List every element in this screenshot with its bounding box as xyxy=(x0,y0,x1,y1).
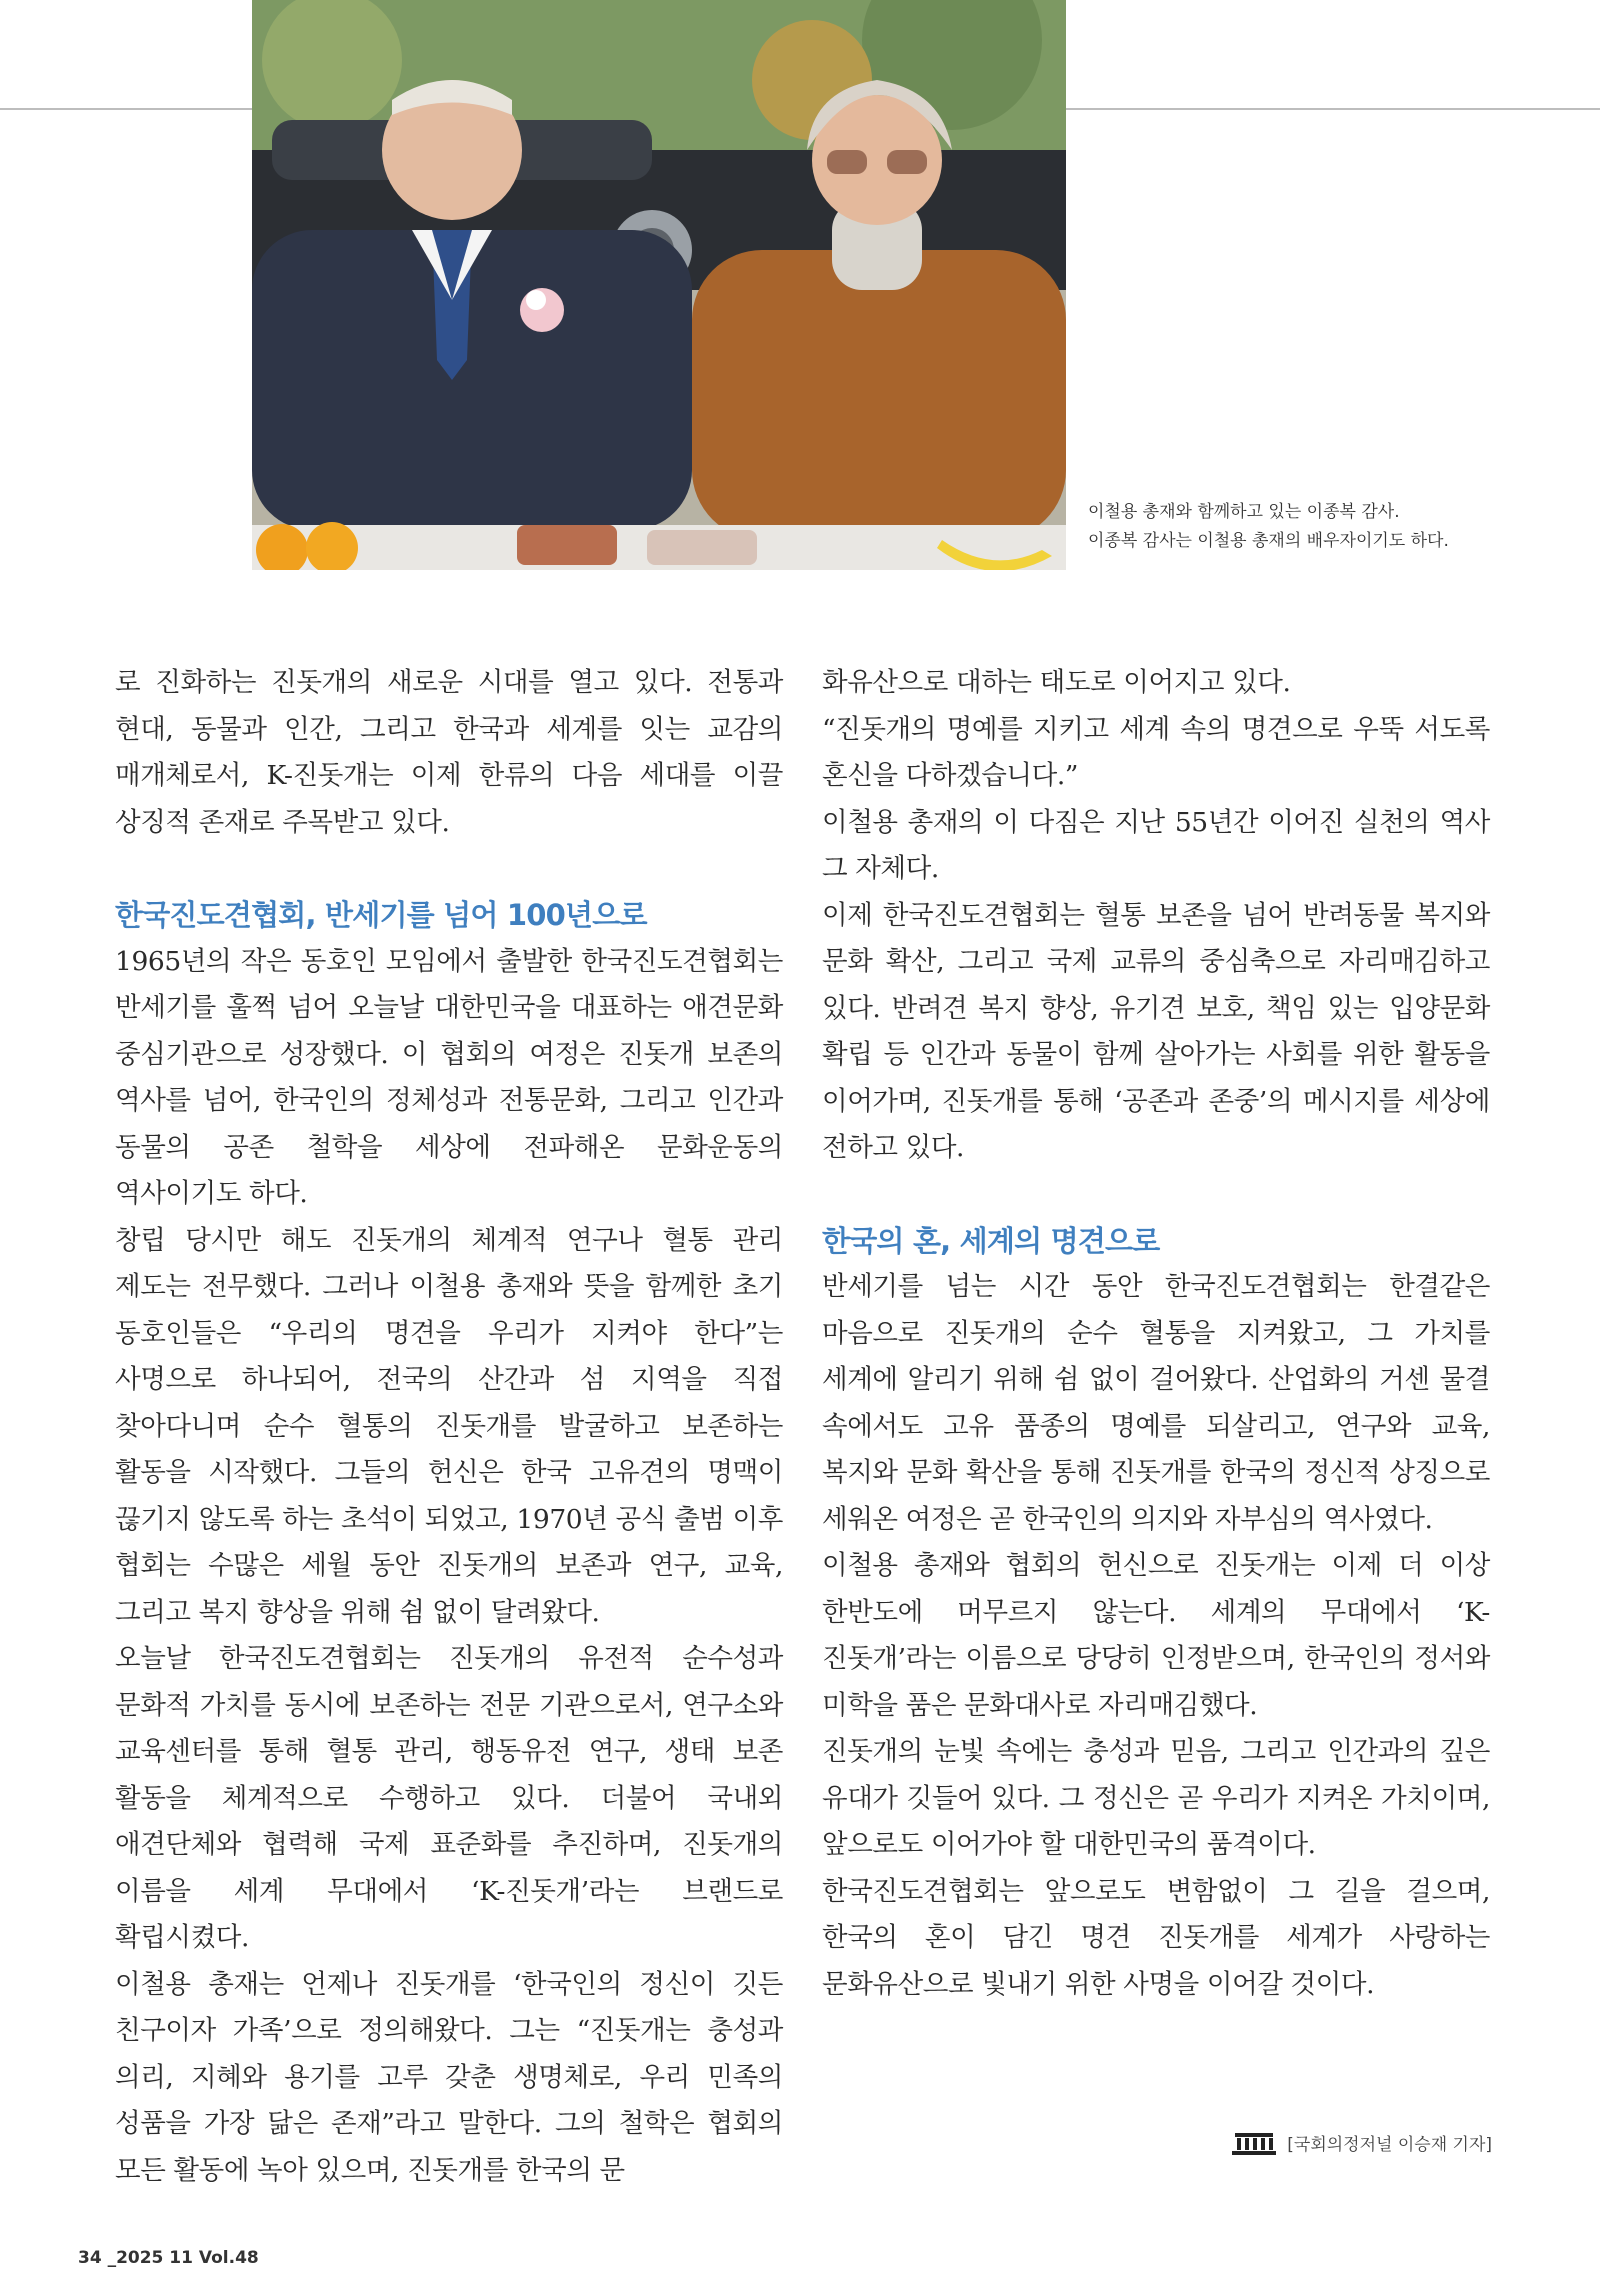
left-column xyxy=(115,660,783,2194)
paragraph: 로 진화하는 진돗개의 새로운 시대를 열고 있다. 전통과 현대, 동물과 인간, 그리고 한국과 세계를 잇는 교감의 매개체로서, K-진돗개는 이제 한류의 다음 세대를 이끌 상징적 존재로 주목받고 있다. xyxy=(115,667,783,838)
photo-caption xyxy=(1088,498,1568,556)
paragraph: 이철용 총재는 언제나 진돗개를 ‘한국인의 정신이 깃든 친구이자 가족’으로 정의해왔다. 그는 “진돗개는 충성과 의리, 지혜와 용기를 고루 갖춘 생명체로, 우리 민족의 성품을 가장 닮은 존재”라고 말한다. 그의 철학은 협회의 모든 활동에 녹아 있으며, 진돗개를 한국의 문 xyxy=(115,1968,783,2186)
page-footer: 34 _2025 11 Vol.48 xyxy=(78,2248,259,2268)
paragraph: 이제 한국진도견협회는 혈통 보존을 넘어 반려동물 복지와 문화 확산, 그리고 국제 교류의 중심축으로 자리매김하고 있다. 반려견 복지 향상, 유기견 보호, 책임 있는 입양문화 확립 등 인간과 동물이 함께 살아가는 사회를 위한 활동을 이어가며, 진돗개를 통해 ‘공존과 존중’의 메시지를 세상에 전하고 있다. xyxy=(822,899,1490,1163)
paragraph: 오늘날 한국진도견협회는 진돗개의 유전적 순수성과 문화적 가치를 동시에 보존하는 전문 기관으로서, 연구소와 교육센터를 통해 혈통 관리, 행동유전 연구, 생태 보존 활동을 체계적으로 수행하고 있다. 더불어 국내외 애견단체와 협력해 국제 표준화를 추진하며, 진돗개의 이름을 세계 무대에서 ‘K-진돗개’라는 브랜드로 확립시켰다. xyxy=(115,1643,783,1953)
section-heading: 한국의 혼, 세계의 명견으로 xyxy=(822,1223,1160,1258)
photo-illustration xyxy=(252,0,1066,570)
caption-line-2: 이종복 감사는 이철용 총재의 배우자이기도 하다. xyxy=(1088,531,1449,551)
paragraph: 창립 당시만 해도 진돗개의 체계적 연구나 혈통 관리 제도는 전무했다. 그러나 이철용 총재와 뜻을 함께한 초기 동호인들은 “우리의 명견을 우리가 지켜야 한다”는 사명으로 하나되어, 전국의 산간과 섬 지역을 직접 찾아다니며 순수 혈통의 진돗개를 발굴하고 보존하는 활동을 시작했다. 그들의 헌신은 한국 고유견의 명맥이 끊기지 않도록 하는 초석이 되었고, 1970년 공식 출범 이후 협회는 수많은 세월 동안 진돗개의 보존과 연구, 교육, 그리고 복지 향상을 위해 쉼 없이 달려왔다. xyxy=(115,1224,783,1628)
paragraph: 이철용 총재와 협회의 헌신으로 진돗개는 이제 더 이상 한반도에 머무르지 않는다. 세계의 무대에서 ‘K-진돗개’라는 이름으로 당당히 인정받으며, 한국인의 정서와 미학을 품은 문화대사로 자리매김했다. xyxy=(822,1550,1490,1721)
paragraph: 반세기를 넘는 시간 동안 한국진도견협회는 한결같은 마음으로 진돗개의 순수 혈통을 지켜왔고, 그 가치를 세계에 알리기 위해 쉼 없이 걸어왔다. 산업화의 거센 물결 속에서도 고유 품종의 명예를 되살리고, 연구와 교육, 복지와 문화 확산을 통해 진돗개를 한국의 정신적 상징으로 세워온 여정은 곧 한국인의 의지와 자부심의 역사였다. xyxy=(822,1271,1490,1535)
credit-text: [국회의정저널 이승재 기자] xyxy=(1287,2135,1492,2155)
paragraph: 1965년의 작은 동호인 모임에서 출발한 한국진도견협회는 반세기를 훌쩍 넘어 오늘날 대한민국을 대표하는 애견문화 중심기관으로 성장했다. 이 협회의 여정은 진돗개 보존의 역사를 넘어, 한국인의 정체성과 전통문화, 그리고 인간과 동물의 공존 철학을 세상에 전파해온 문화운동의 역사이기도 하다. xyxy=(115,945,783,1209)
paragraph: 화유산으로 대하는 태도로 이어지고 있다. xyxy=(822,667,1291,698)
quote-paragraph: “진돗개의 명예를 지키고 세계 속의 명견으로 우뚝 서도록 혼신을 다하겠습니다.” xyxy=(822,713,1490,791)
section-heading: 한국진도견협회, 반세기를 넘어 100년으로 xyxy=(115,898,647,932)
building-icon xyxy=(1231,2131,1277,2155)
caption-line-1: 이철용 총재와 함께하고 있는 이종복 감사. xyxy=(1088,502,1400,522)
paragraph: 한국진도견협회는 앞으로도 변함없이 그 길을 걸으며, 한국의 혼이 담긴 명견 진돗개를 세계가 사랑하는 문화유산으로 빛내기 위한 사명을 이어갈 것이다. xyxy=(822,1875,1490,2000)
spacer xyxy=(822,1172,1490,1218)
paragraph: 진돗개의 눈빛 속에는 충성과 믿음, 그리고 인간과의 깊은 유대가 깃들어 있다. 그 정신은 곧 우리가 지켜온 가치이며, 앞으로도 이어가야 할 대한민국의 품격이다. xyxy=(822,1736,1490,1860)
right-column xyxy=(822,660,1490,2008)
paragraph: 이철용 총재의 이 다짐은 지난 55년간 이어진 실천의 역사 그 자체다. xyxy=(822,806,1490,884)
spacer xyxy=(115,846,783,892)
article-photo xyxy=(252,0,1066,570)
reporter-credit xyxy=(1231,2130,1492,2155)
